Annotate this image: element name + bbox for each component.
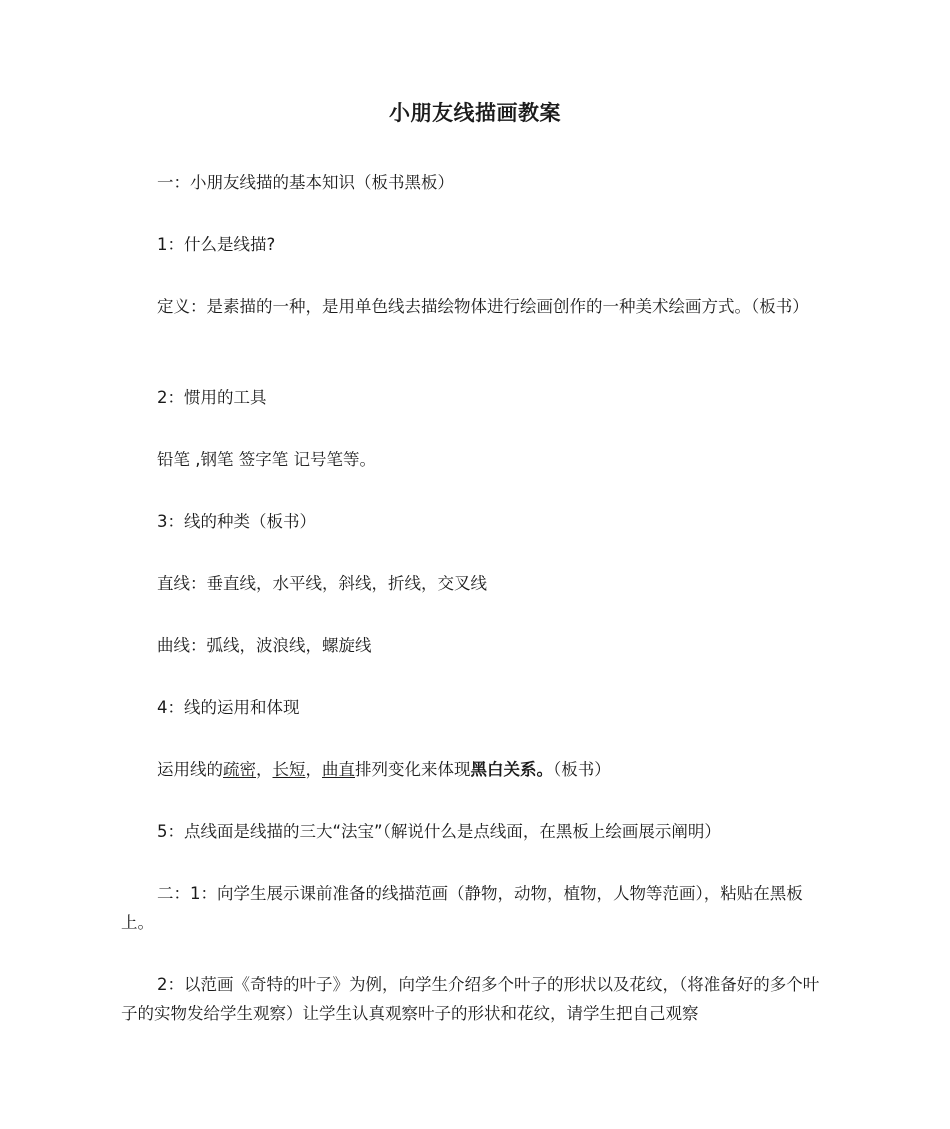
section1-heading: 一：小朋友线描的基本知识（板书黑板） [157,173,454,192]
definition-paragraph: 定义：是素描的一种，是用单色线去描绘物体进行绘画创作的一种美术绘画方式。（板书） [157,297,809,316]
tools-paragraph: 铅笔 ,钢笔 签字笔 记号笔等。 [157,450,376,469]
usage-suffix: （板书） [553,760,611,779]
usage-prefix: 运用线的 [157,760,223,779]
question-5: 5：点线面是线描的三大“法宝”（解说什么是点线面，在黑板上绘画展示阐明） [157,822,721,841]
usage-middle: 排列变化来体现 [355,760,471,779]
section2-paragraph-1: 二：1：向学生展示课前准备的线描范画（静物，动物，植物，人物等范画），粘贴在黑板上。 [121,884,803,932]
usage-underlined-density: 疏密 [223,760,256,779]
question-2: 2：惯用的工具 [157,388,267,407]
usage-separator: ， [305,760,322,779]
curved-lines-paragraph: 曲线：弧线，波浪线，螺旋线 [157,636,372,655]
document-title: 小朋友线描画教案 [389,101,561,125]
usage-underlined-length: 长短 [272,760,306,779]
question-4: 4：线的运用和体现 [157,698,300,717]
straight-lines-paragraph: 直线：垂直线，水平线，斜线，折线，交叉线 [157,574,487,593]
usage-underlined-curvature: 曲直 [322,760,355,779]
usage-paragraph [121,755,831,784]
usage-bold-black-white: 黑白关系。 [470,760,553,779]
question-1: 1：什么是线描? [157,235,276,254]
question-3: 3：线的种类（板书） [157,512,316,531]
usage-separator: ， [256,760,273,779]
section2-paragraph-2: 2：以范画《奇特的叶子》为例，向学生介绍多个叶子的形状以及花纹，（将准备好的多个叶子的实物发给学生观察）让学生认真观察叶子的形状和花纹，请学生把自己观察 [121,975,820,1023]
